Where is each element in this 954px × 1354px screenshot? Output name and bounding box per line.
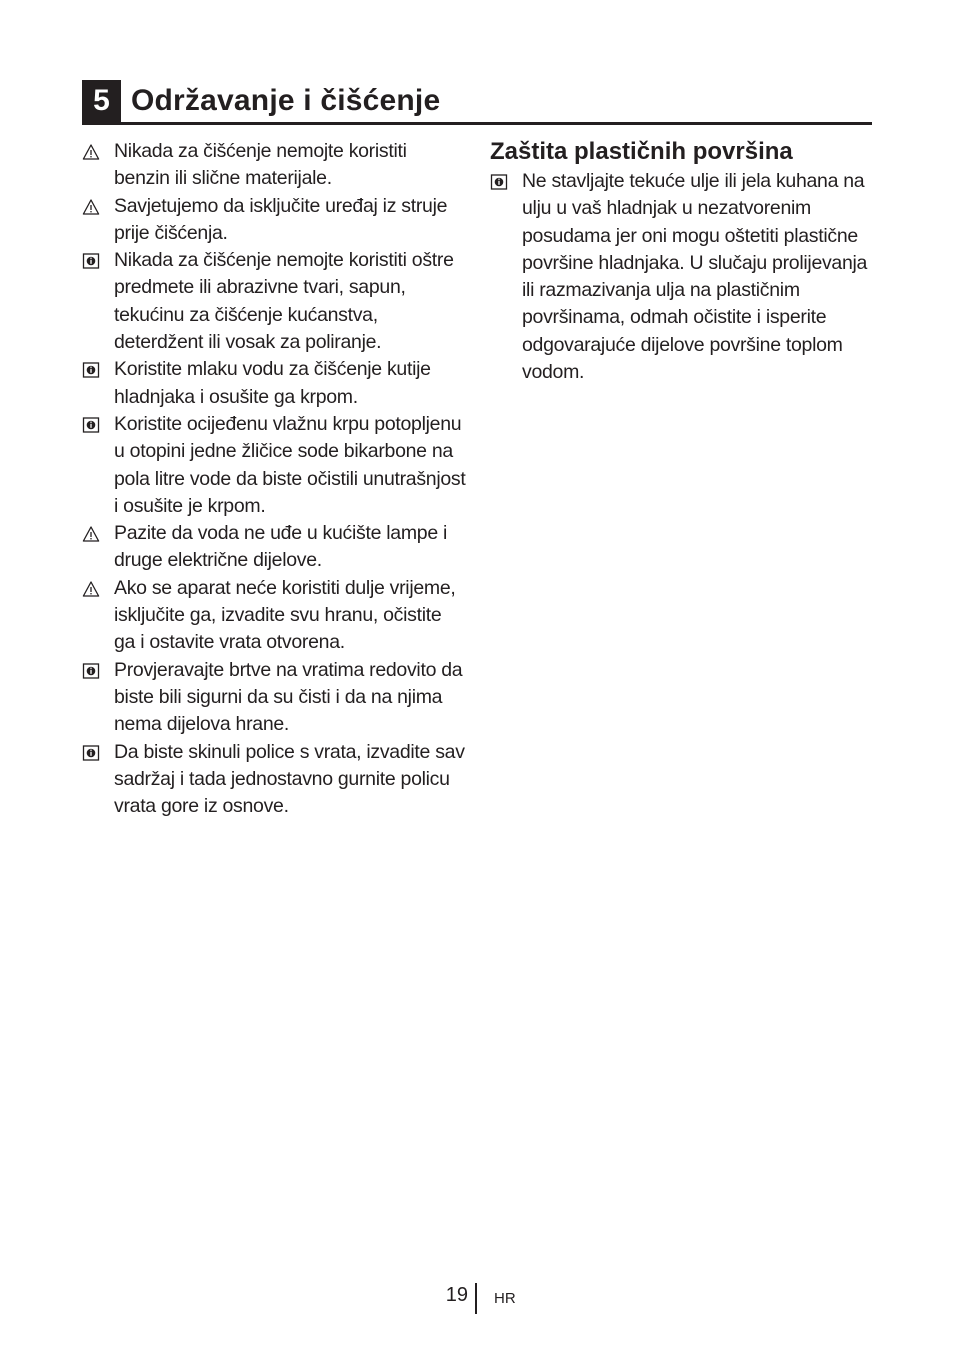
info-icon: [82, 662, 100, 680]
list-item: [82, 575, 466, 657]
warning-icon: [82, 525, 100, 543]
warning-icon: [82, 580, 100, 598]
item-text: Ne stavljajte tekuće ulje ili jela kuhana na ulju u vaš hladnjak u nezatvorenim posudama jer oni mogu oštetiti plastične površine hladnjaka. U slučaju prolijevanja ili razmazivanja ulja na plastičnim površinama, odmah očistite i isperite odgovarajuće dijelove površine toplom vodom.: [522, 170, 868, 384]
list-item: [82, 247, 466, 356]
list-item: [82, 520, 466, 575]
item-text: Nikada za čišćenje nemojte koristiti benzin ili slične materijale.: [114, 140, 407, 190]
list-item: [82, 739, 466, 821]
right-column: [490, 138, 874, 386]
section-title: Održavanje i čišćenje: [131, 84, 441, 117]
info-icon: [82, 416, 100, 434]
info-icon: [82, 744, 100, 762]
list-item: [82, 356, 466, 411]
section-number: 5: [82, 80, 121, 122]
item-text: Pazite da voda ne uđe u kućište lampe i druge električne dijelove.: [114, 522, 448, 572]
language-code: HR: [494, 1290, 516, 1307]
warning-icon: [82, 143, 100, 161]
page-number: 19: [445, 1284, 468, 1306]
item-text: Koristite ocijeđenu vlažnu krpu potopljenu u otopini jedne žličice sode bikarbone na pola litre vode da biste očistili unutrašnjost i osušite je krpom.: [114, 412, 466, 517]
item-text: Da biste skinuli police s vrata, izvadite sav sadržaj i tada jednostavno gurnite policu vrata gore iz osnove.: [114, 740, 465, 818]
section-header: [82, 80, 872, 125]
info-icon: [82, 252, 100, 270]
list-item: [82, 411, 466, 520]
item-text: Savjetujemo da isključite uređaj iz struje prije čišćenja.: [114, 194, 448, 244]
item-text: Nikada za čišćenje nemojte koristiti oštre predmete ili abrazivne tvari, sapun, tekućinu za čišćenje kućanstva, deterdžent ili vosak za poliranje.: [114, 249, 454, 354]
subsection-heading: Zaštita plastičnih površina: [490, 138, 793, 165]
info-icon: [490, 173, 508, 191]
list-item: [82, 657, 466, 739]
list-item: [490, 168, 874, 386]
footer-divider: [475, 1283, 477, 1314]
info-icon: [82, 361, 100, 379]
item-text: Provjeravajte brtve na vratima redovito da biste bili sigurni da su čisti i da na njima nema dijelova hrane.: [114, 658, 463, 736]
list-item: [82, 193, 466, 248]
warning-icon: [82, 198, 100, 216]
item-text: Ako se aparat neće koristiti dulje vrijeme, isključite ga, izvadite svu hranu, očistite ga i ostavite vrata otvorena.: [114, 576, 456, 654]
item-text: Koristite mlaku vodu za čišćenje kutije hladnjaka i osušite ga krpom.: [114, 358, 431, 408]
left-column: [82, 138, 466, 820]
list-item: [82, 138, 466, 193]
